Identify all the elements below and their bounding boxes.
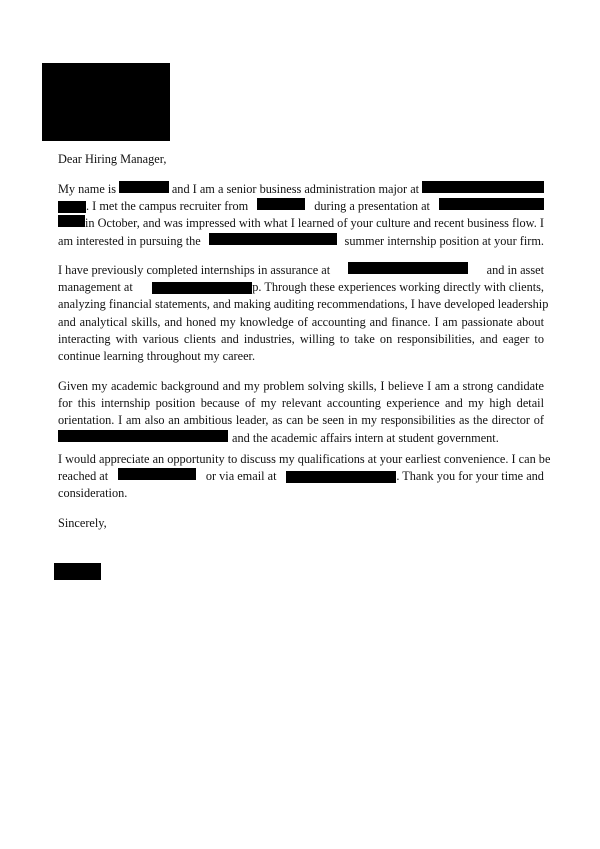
text-span: and the academic affairs intern at student government. — [232, 430, 499, 445]
redaction-bar — [58, 215, 85, 227]
redaction-bar — [58, 430, 228, 442]
redaction-bar — [348, 262, 468, 274]
text-span: management at — [58, 280, 133, 295]
paragraph-line — [58, 279, 544, 296]
redaction-bar — [209, 233, 337, 245]
paragraph-qualifications — [58, 378, 544, 447]
text-span: am interested in pursuing the — [58, 233, 201, 248]
text-span: in October, and was impressed with what I learned of your culture and recent business flow. I — [84, 216, 544, 231]
paragraph-line — [58, 468, 544, 485]
paragraph-contact — [58, 451, 551, 503]
redaction-bar — [286, 471, 396, 483]
paragraph-line: and analytical skills, and honed my knowledge of accounting and finance. I am passionate about — [58, 314, 544, 329]
paragraph-line — [58, 181, 544, 198]
text-span: and in asset — [486, 263, 544, 277]
text-span: I have previously completed internships in assurance at — [58, 263, 331, 277]
paragraph-intro — [58, 181, 544, 250]
text-span: or via email at — [205, 469, 277, 484]
redaction-bar — [257, 198, 305, 210]
redaction-bar — [439, 198, 544, 210]
paragraph-line: interacting with various clients and industries, willing to take on responsibilities, and eager to — [58, 331, 544, 346]
paragraph-line — [58, 198, 544, 215]
text-span: during a presentation at — [314, 199, 430, 214]
paragraph-line: consideration. — [58, 486, 128, 501]
redaction-bar — [58, 201, 86, 213]
letterhead-redaction — [42, 63, 170, 141]
paragraph-experience — [58, 262, 549, 365]
redaction-bar — [152, 282, 252, 294]
redaction-bar — [422, 181, 544, 193]
text-span: p. Through these experiences working directly with clients, — [252, 280, 544, 295]
text-span: reached at — [58, 469, 109, 484]
paragraph-line: Given my academic background and my problem solving skills, I believe I am a strong candidate — [58, 379, 544, 393]
paragraph-line: continue learning throughout my career. — [58, 349, 256, 364]
text-span: . I met the campus recruiter from — [86, 199, 249, 214]
text-span: My name is — [58, 182, 117, 196]
paragraph-line: orientation. I am also an ambitious leader, as can be seen in my responsibilities as the director of — [58, 413, 544, 428]
paragraph-line — [58, 233, 544, 250]
text-span: summer internship position at your firm. — [344, 233, 544, 248]
redaction-bar — [118, 468, 196, 480]
paragraph-line — [58, 430, 544, 447]
text-span: . Thank you for your time and — [396, 469, 544, 484]
paragraph-line: for this internship position because of my relevant accounting experience and my high detail — [58, 396, 544, 411]
paragraph-line — [58, 215, 544, 232]
paragraph-line: analyzing financial statements, and making auditing recommendations, I have developed leadership — [58, 297, 549, 312]
redaction-bar — [119, 181, 169, 193]
text-span: and I am a senior business administration major at — [171, 182, 420, 196]
salutation: Dear Hiring Manager, — [58, 152, 167, 166]
closing: Sincerely, — [58, 516, 107, 530]
paragraph-line: I would appreciate an opportunity to discuss my qualifications at your earliest convenience. I can be — [58, 452, 551, 466]
signature-redaction — [54, 563, 101, 580]
paragraph-line — [58, 262, 544, 279]
